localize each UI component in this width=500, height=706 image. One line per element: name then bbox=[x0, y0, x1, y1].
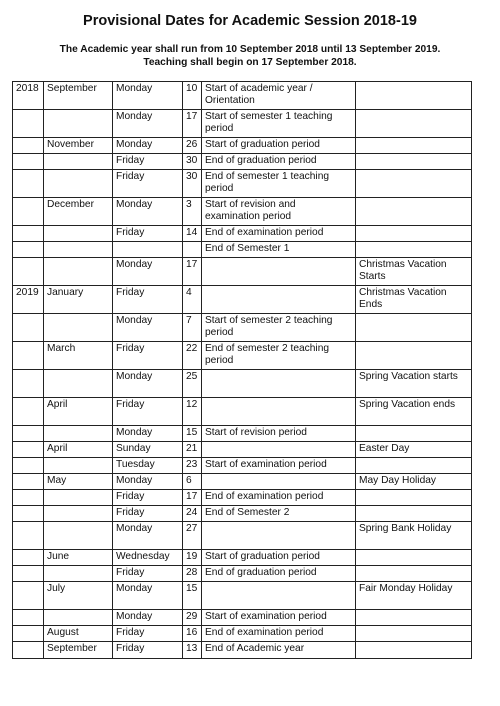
date-cell: 24 bbox=[183, 506, 202, 522]
weekday-cell: Monday bbox=[113, 110, 183, 138]
year-cell bbox=[13, 138, 44, 154]
weekday-cell: Friday bbox=[113, 566, 183, 582]
month-cell: April bbox=[44, 398, 113, 426]
date-cell: 21 bbox=[183, 442, 202, 458]
date-cell: 3 bbox=[183, 198, 202, 226]
weekday-cell: Friday bbox=[113, 154, 183, 170]
event-cell: Start of semester 1 teaching period bbox=[202, 110, 356, 138]
year-cell: 2018 bbox=[13, 82, 44, 110]
event-cell bbox=[202, 474, 356, 490]
year-cell bbox=[13, 110, 44, 138]
event-cell bbox=[202, 582, 356, 610]
event-cell bbox=[202, 398, 356, 426]
weekday-cell: Monday bbox=[113, 138, 183, 154]
table-row bbox=[13, 226, 472, 242]
holiday-cell: May Day Holiday bbox=[356, 474, 472, 490]
date-cell: 15 bbox=[183, 426, 202, 442]
table-row bbox=[13, 490, 472, 506]
holiday-cell bbox=[356, 550, 472, 566]
date-cell: 17 bbox=[183, 258, 202, 286]
month-cell bbox=[44, 426, 113, 442]
holiday-cell bbox=[356, 490, 472, 506]
date-cell: 17 bbox=[183, 110, 202, 138]
weekday-cell: Friday bbox=[113, 642, 183, 659]
table-row bbox=[13, 154, 472, 170]
holiday-cell: Spring Vacation ends bbox=[356, 398, 472, 426]
month-cell bbox=[44, 226, 113, 242]
table-row bbox=[13, 550, 472, 566]
table-row bbox=[13, 258, 472, 286]
date-cell: 23 bbox=[183, 458, 202, 474]
table-row bbox=[13, 286, 472, 314]
event-cell: Start of semester 2 teaching period bbox=[202, 314, 356, 342]
event-cell: End of Semester 2 bbox=[202, 506, 356, 522]
holiday-cell bbox=[356, 314, 472, 342]
month-cell: May bbox=[44, 474, 113, 490]
year-cell: 2019 bbox=[13, 286, 44, 314]
year-cell bbox=[13, 314, 44, 342]
table-row bbox=[13, 474, 472, 490]
weekday-cell: Monday bbox=[113, 82, 183, 110]
weekday-cell: Friday bbox=[113, 490, 183, 506]
holiday-cell bbox=[356, 626, 472, 642]
event-cell bbox=[202, 258, 356, 286]
date-cell bbox=[183, 242, 202, 258]
event-cell: End of examination period bbox=[202, 226, 356, 242]
date-cell: 19 bbox=[183, 550, 202, 566]
table-row bbox=[13, 138, 472, 154]
holiday-cell bbox=[356, 154, 472, 170]
holiday-cell: Christmas Vacation Starts bbox=[356, 258, 472, 286]
date-cell: 25 bbox=[183, 370, 202, 398]
table-row bbox=[13, 426, 472, 442]
table-row bbox=[13, 398, 472, 426]
date-cell: 6 bbox=[183, 474, 202, 490]
month-cell bbox=[44, 370, 113, 398]
month-cell: March bbox=[44, 342, 113, 370]
holiday-cell bbox=[356, 138, 472, 154]
table-row bbox=[13, 314, 472, 342]
month-cell: July bbox=[44, 582, 113, 610]
date-cell: 26 bbox=[183, 138, 202, 154]
event-cell: End of graduation period bbox=[202, 566, 356, 582]
year-cell bbox=[13, 582, 44, 610]
weekday-cell: Tuesday bbox=[113, 458, 183, 474]
date-cell: 27 bbox=[183, 522, 202, 550]
table-row bbox=[13, 626, 472, 642]
month-cell bbox=[44, 110, 113, 138]
event-cell: End of semester 2 teaching period bbox=[202, 342, 356, 370]
month-cell bbox=[44, 242, 113, 258]
table-row bbox=[13, 506, 472, 522]
month-cell bbox=[44, 506, 113, 522]
year-cell bbox=[13, 506, 44, 522]
month-cell bbox=[44, 170, 113, 198]
table-row bbox=[13, 82, 472, 110]
year-cell bbox=[13, 398, 44, 426]
date-cell: 17 bbox=[183, 490, 202, 506]
weekday-cell: Friday bbox=[113, 506, 183, 522]
month-cell: September bbox=[44, 642, 113, 659]
event-cell: End of examination period bbox=[202, 490, 356, 506]
table-row bbox=[13, 170, 472, 198]
event-cell: End of semester 1 teaching period bbox=[202, 170, 356, 198]
holiday-cell bbox=[356, 110, 472, 138]
month-cell bbox=[44, 566, 113, 582]
table-row bbox=[13, 110, 472, 138]
session-dates-note: The Academic year shall run from 10 September 2018 until 13 September 2019. bbox=[59, 44, 441, 55]
holiday-cell bbox=[356, 226, 472, 242]
holiday-cell bbox=[356, 506, 472, 522]
year-cell bbox=[13, 198, 44, 226]
weekday-cell: Monday bbox=[113, 258, 183, 286]
event-cell: End of graduation period bbox=[202, 154, 356, 170]
event-cell: Start of revision period bbox=[202, 426, 356, 442]
date-cell: 22 bbox=[183, 342, 202, 370]
holiday-cell: Christmas Vacation Ends bbox=[356, 286, 472, 314]
holiday-cell bbox=[356, 458, 472, 474]
table-row bbox=[13, 370, 472, 398]
table-row bbox=[13, 242, 472, 258]
table-row bbox=[13, 442, 472, 458]
holiday-cell: Fair Monday Holiday bbox=[356, 582, 472, 610]
date-cell: 4 bbox=[183, 286, 202, 314]
table-row bbox=[13, 522, 472, 550]
weekday-cell bbox=[113, 242, 183, 258]
year-cell bbox=[13, 474, 44, 490]
weekday-cell: Monday bbox=[113, 582, 183, 610]
table-row bbox=[13, 458, 472, 474]
event-cell bbox=[202, 522, 356, 550]
month-cell bbox=[44, 610, 113, 626]
table-row bbox=[13, 642, 472, 659]
month-cell: December bbox=[44, 198, 113, 226]
holiday-cell bbox=[356, 170, 472, 198]
month-cell bbox=[44, 314, 113, 342]
holiday-cell: Easter Day bbox=[356, 442, 472, 458]
weekday-cell: Friday bbox=[113, 286, 183, 314]
event-cell bbox=[202, 286, 356, 314]
year-cell bbox=[13, 170, 44, 198]
month-cell bbox=[44, 458, 113, 474]
year-cell bbox=[13, 258, 44, 286]
year-cell bbox=[13, 242, 44, 258]
year-cell bbox=[13, 490, 44, 506]
date-cell: 13 bbox=[183, 642, 202, 659]
event-cell bbox=[202, 370, 356, 398]
year-cell bbox=[13, 226, 44, 242]
date-cell: 16 bbox=[183, 626, 202, 642]
weekday-cell: Friday bbox=[113, 626, 183, 642]
weekday-cell: Wednesday bbox=[113, 550, 183, 566]
table-row bbox=[13, 342, 472, 370]
holiday-cell bbox=[356, 566, 472, 582]
table-body bbox=[13, 82, 472, 659]
holiday-cell bbox=[356, 610, 472, 626]
date-cell: 14 bbox=[183, 226, 202, 242]
weekday-cell: Monday bbox=[113, 314, 183, 342]
year-cell bbox=[13, 370, 44, 398]
year-cell bbox=[13, 626, 44, 642]
weekday-cell: Friday bbox=[113, 342, 183, 370]
year-cell bbox=[13, 458, 44, 474]
month-cell: April bbox=[44, 442, 113, 458]
month-cell bbox=[44, 522, 113, 550]
table-row bbox=[13, 566, 472, 582]
date-cell: 28 bbox=[183, 566, 202, 582]
date-cell: 7 bbox=[183, 314, 202, 342]
table-row bbox=[13, 610, 472, 626]
holiday-cell bbox=[356, 426, 472, 442]
month-cell bbox=[44, 154, 113, 170]
event-cell: Start of examination period bbox=[202, 610, 356, 626]
holiday-cell: Spring Vacation starts bbox=[356, 370, 472, 398]
table-row bbox=[13, 582, 472, 610]
academic-dates-table bbox=[12, 81, 472, 659]
date-cell: 15 bbox=[183, 582, 202, 610]
event-cell: End of examination period bbox=[202, 626, 356, 642]
month-cell: November bbox=[44, 138, 113, 154]
year-cell bbox=[13, 550, 44, 566]
weekday-cell: Monday bbox=[113, 610, 183, 626]
weekday-cell: Sunday bbox=[113, 442, 183, 458]
weekday-cell: Monday bbox=[113, 522, 183, 550]
event-cell: Start of graduation period bbox=[202, 550, 356, 566]
month-cell bbox=[44, 258, 113, 286]
month-cell: January bbox=[44, 286, 113, 314]
date-cell: 29 bbox=[183, 610, 202, 626]
date-cell: 12 bbox=[183, 398, 202, 426]
weekday-cell: Friday bbox=[113, 170, 183, 198]
month-cell: August bbox=[44, 626, 113, 642]
year-cell bbox=[13, 566, 44, 582]
event-cell: Start of academic year / Orientation bbox=[202, 82, 356, 110]
weekday-cell: Monday bbox=[113, 426, 183, 442]
year-cell bbox=[13, 442, 44, 458]
month-cell bbox=[44, 490, 113, 506]
month-cell: September bbox=[44, 82, 113, 110]
event-cell: End of Academic year bbox=[202, 642, 356, 659]
weekday-cell: Monday bbox=[113, 474, 183, 490]
event-cell: Start of revision and examination period bbox=[202, 198, 356, 226]
weekday-cell: Monday bbox=[113, 370, 183, 398]
year-cell bbox=[13, 642, 44, 659]
weekday-cell: Friday bbox=[113, 226, 183, 242]
event-cell: Start of examination period bbox=[202, 458, 356, 474]
weekday-cell: Friday bbox=[113, 398, 183, 426]
holiday-cell bbox=[356, 242, 472, 258]
date-cell: 30 bbox=[183, 170, 202, 198]
event-cell: Start of graduation period bbox=[202, 138, 356, 154]
year-cell bbox=[13, 610, 44, 626]
holiday-cell bbox=[356, 342, 472, 370]
date-cell: 10 bbox=[183, 82, 202, 110]
year-cell bbox=[13, 154, 44, 170]
date-cell: 30 bbox=[183, 154, 202, 170]
holiday-cell bbox=[356, 642, 472, 659]
event-cell: End of Semester 1 bbox=[202, 242, 356, 258]
event-cell bbox=[202, 442, 356, 458]
teaching-start-note: Teaching shall begin on 17 September 2018. bbox=[143, 57, 357, 68]
page-title: Provisional Dates for Academic Session 2018-19 bbox=[83, 13, 417, 29]
weekday-cell: Monday bbox=[113, 198, 183, 226]
month-cell: June bbox=[44, 550, 113, 566]
year-cell bbox=[13, 522, 44, 550]
holiday-cell bbox=[356, 198, 472, 226]
holiday-cell bbox=[356, 82, 472, 110]
year-cell bbox=[13, 426, 44, 442]
table-row bbox=[13, 198, 472, 226]
year-cell bbox=[13, 342, 44, 370]
holiday-cell: Spring Bank Holiday bbox=[356, 522, 472, 550]
